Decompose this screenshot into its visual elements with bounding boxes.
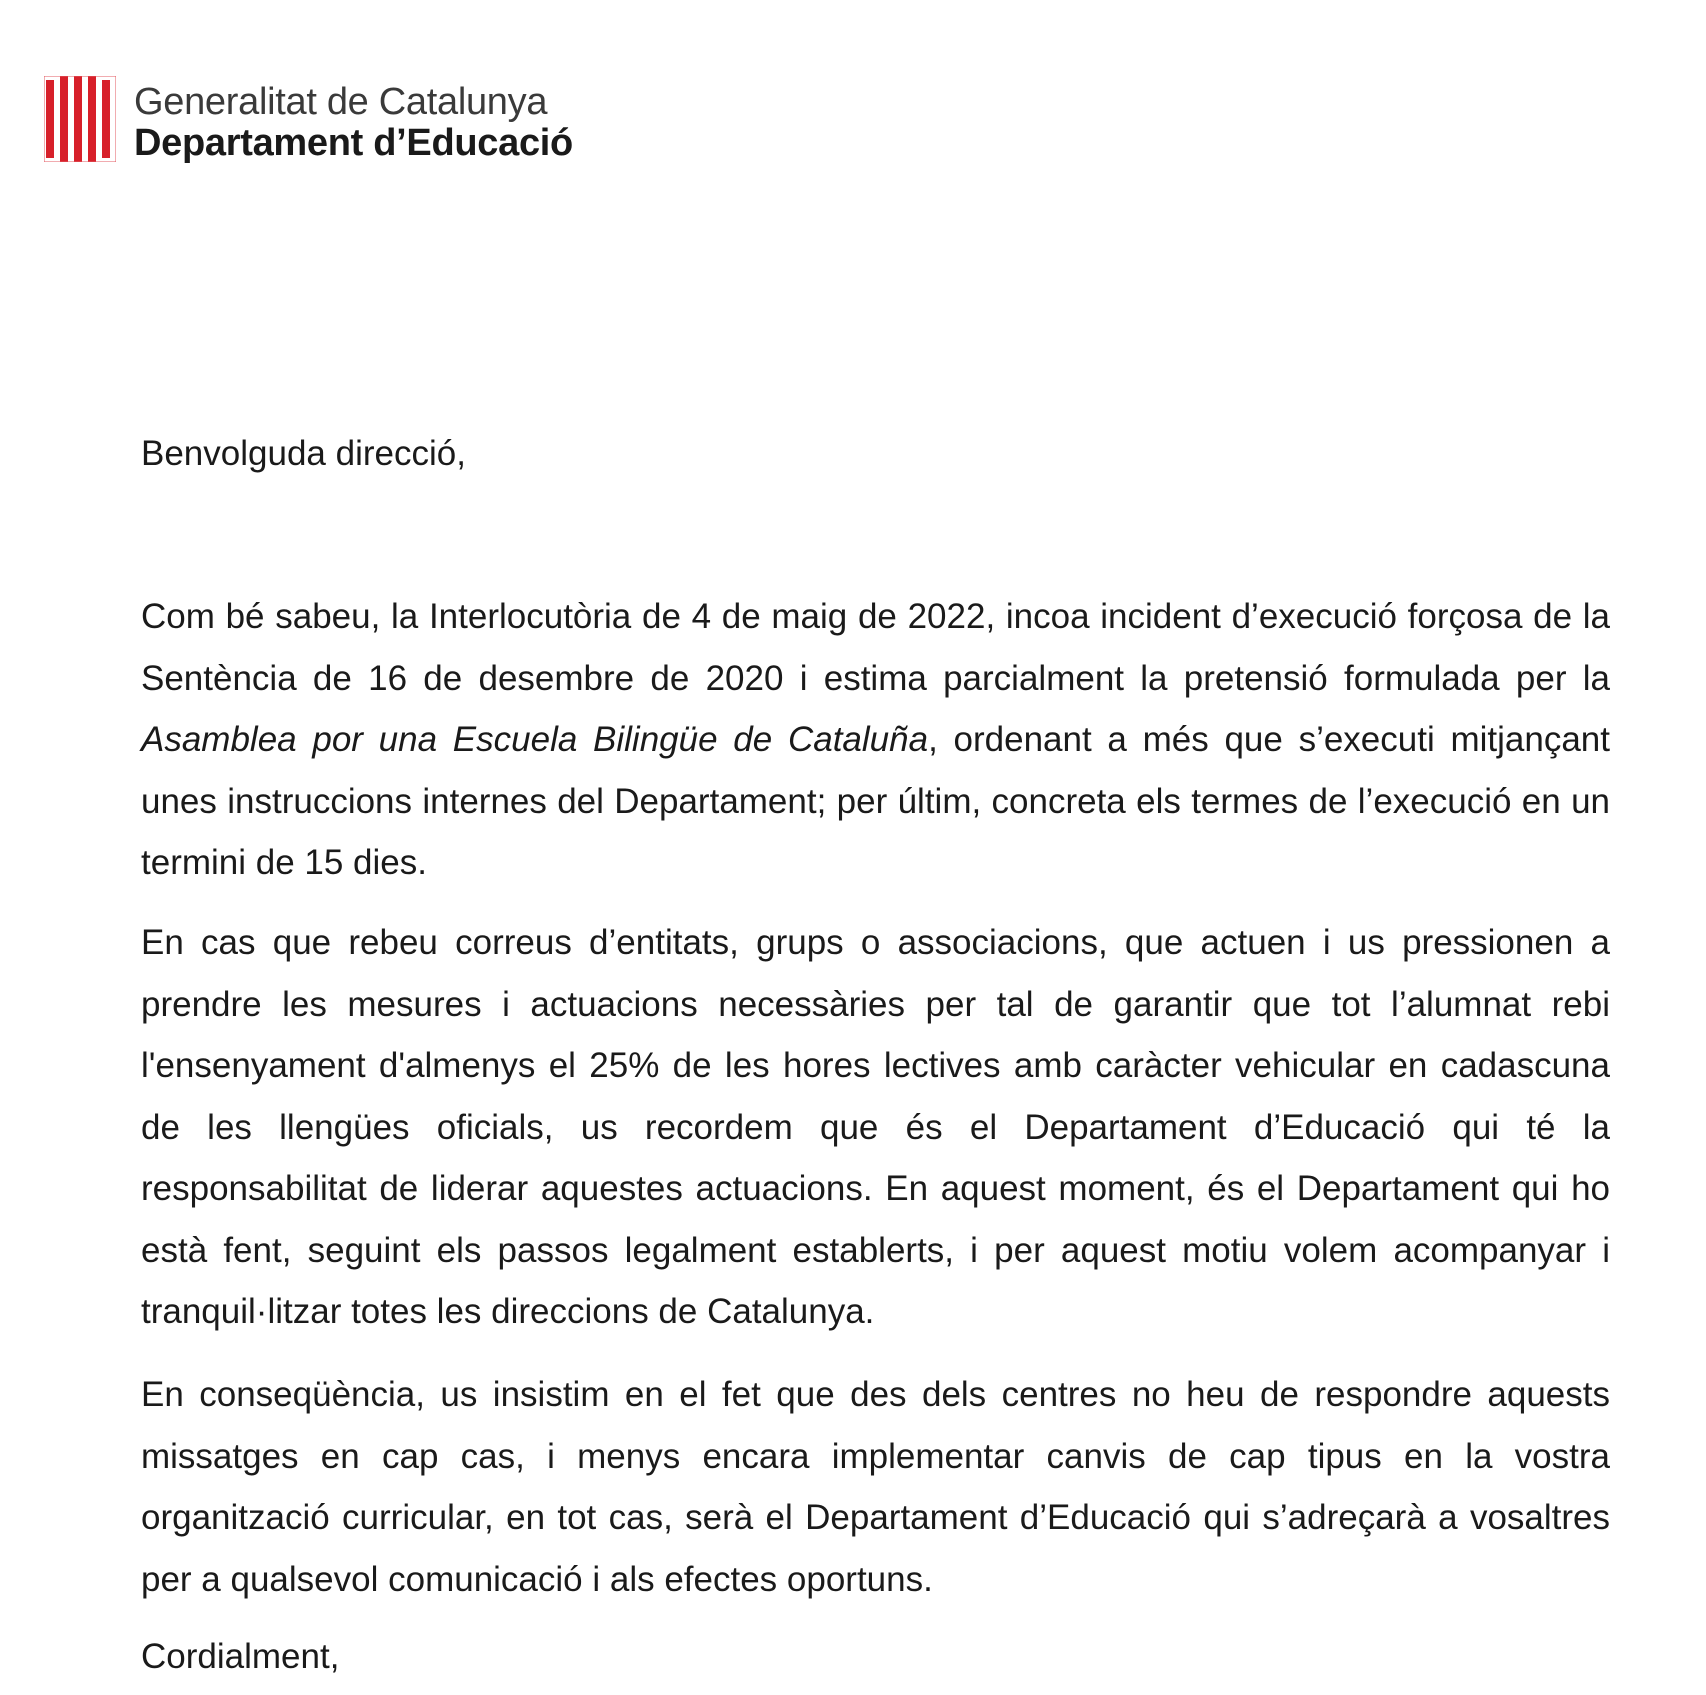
organization-name-block <box>134 82 573 164</box>
letter-closing: Cordialment, <box>141 1637 340 1676</box>
department-name: Departament d’Educació <box>134 122 573 164</box>
paragraph-1-italic-entity: Asamblea por una Escuela Bilingüe de Cataluña <box>141 720 929 759</box>
paragraph-2: En cas que rebeu correus d’entitats, grups o associacions, que actuen i us pressionen a prendre les mesures i actuacions necessàries per tal de garantir que tot l’alumnat rebi l'ensenyament d'almenys el 25% de les hores lectives amb caràcter vehicular en cadascuna de les llengües oficials, us recordem que és el Departament d’Educació qui té la responsabilitat de liderar aquestes actuacions. En aquest moment, és el Departament qui ho està fent, seguint els passos legalment establerts, i per aquest motiu volem acompanyar i tranquil·litzar totes les direccions de Catalunya. <box>141 923 1610 1331</box>
letterhead <box>44 76 573 164</box>
letter-greeting: Benvolguda direcció, <box>141 434 466 473</box>
org-name: Generalitat de Catalunya <box>134 81 548 123</box>
paragraph-1-text-start: Com bé sabeu, la Interlocutòria de 4 de maig de 2022, incoa incident d’execució forçosa de la Sentència de 16 de desembre de 2020 i estima parcialment la pretensió formulada per la <box>141 597 1610 698</box>
paragraph-1 <box>141 586 1610 894</box>
senyera-emblem-icon <box>44 76 116 162</box>
paragraph-3: En conseqüència, us insistim en el fet que des dels centres no heu de respondre aquests missatges en cap cas, i menys encara implementar canvis de cap tipus en la vostra organització curricular, en tot cas, serà el Departament d’Educació qui s’adreçarà a vosaltres per a qualsevol comunicació i als efectes oportuns. <box>141 1375 1610 1599</box>
paragraph-1-text-end: , ordenant a més que s’executi mitjançant unes instruccions internes del Departament; per últim, concreta els termes de l’execució en un termini de 15 dies. <box>141 720 1610 882</box>
